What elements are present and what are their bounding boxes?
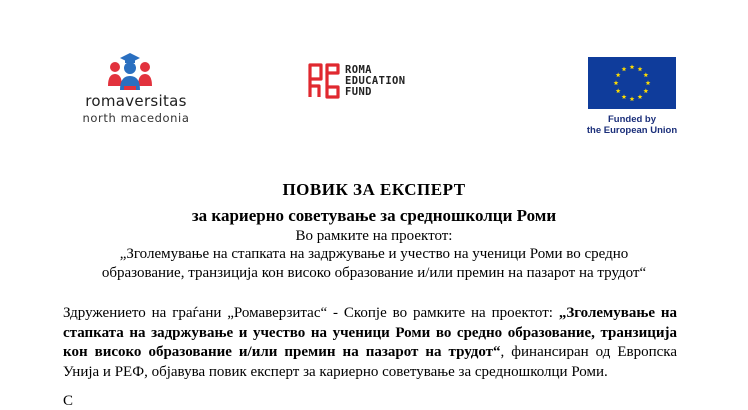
students-graduation-icon: [106, 50, 154, 92]
roma-education-fund-logo: [307, 62, 447, 104]
eu-star-icon: [643, 72, 648, 77]
page-subtitle: за кариерно советување за средношколци Роми: [191, 206, 557, 225]
eu-caption-line-2: the European Union: [586, 125, 678, 136]
eu-flag-icon: [588, 57, 676, 109]
ref-line-3: FUND: [345, 86, 372, 98]
para-text-bold: „Зголемување на: [558, 305, 677, 321]
paragraph-line-3: [63, 343, 677, 363]
para-text: , финансиран од Европска: [500, 344, 677, 361]
ref-line-1: ROMA: [345, 64, 372, 76]
project-name-line-2: образование, транзиција кон високо образование и/или премин на пазарот на трудот“: [101, 265, 647, 281]
paragraph-line-2: стапката на задржување и учество на ученици Роми во средно образование, транзиција: [63, 324, 677, 341]
eu-caption: [576, 114, 688, 136]
eu-star-icon: [622, 94, 627, 99]
eu-star-icon: [638, 94, 643, 99]
eu-star-icon: [616, 72, 621, 77]
eu-caption-line-1: Funded by: [607, 114, 657, 125]
project-name: [0, 245, 748, 283]
romaversitas-name: romaversitas: [85, 92, 187, 110]
project-name-line-1: „Зголемување на стапката на задржување и учество на ученици Роми во средно: [119, 246, 629, 262]
next-paragraph-fragment: С: [63, 393, 74, 409]
project-context-label: Во рамките на проектот:: [295, 228, 453, 244]
eu-star-icon: [638, 67, 643, 72]
eu-star-icon: [616, 88, 621, 93]
romaversitas-subtitle: north macedonia: [82, 111, 190, 125]
paragraph-line-1: [63, 304, 677, 324]
para-text: Здружението на граѓани „Ромаверзитас“ - Скопје во рамките на проектот:: [63, 305, 559, 321]
ref-logo-text: [345, 65, 406, 98]
eu-star-icon: [630, 64, 635, 69]
eu-star-icon: [643, 88, 648, 93]
body-paragraph: [63, 304, 677, 382]
ref-line-2: EDUCATION: [345, 75, 406, 87]
eu-star-icon: [646, 80, 651, 85]
ref-logo-mark-icon: [307, 62, 341, 100]
eu-star-icon: [614, 80, 619, 85]
paragraph-line-4: Унија и РЕФ, објавува повик експерт за кариерно советување за средношколци Роми.: [63, 363, 608, 380]
eu-star-icon: [622, 67, 627, 72]
eu-star-icon: [630, 96, 635, 101]
para-text-bold: кон високо образование и/или премин на пазарот на трудот“: [63, 344, 501, 361]
page-title: ПОВИК ЗА ЕКСПЕРТ: [282, 180, 466, 199]
